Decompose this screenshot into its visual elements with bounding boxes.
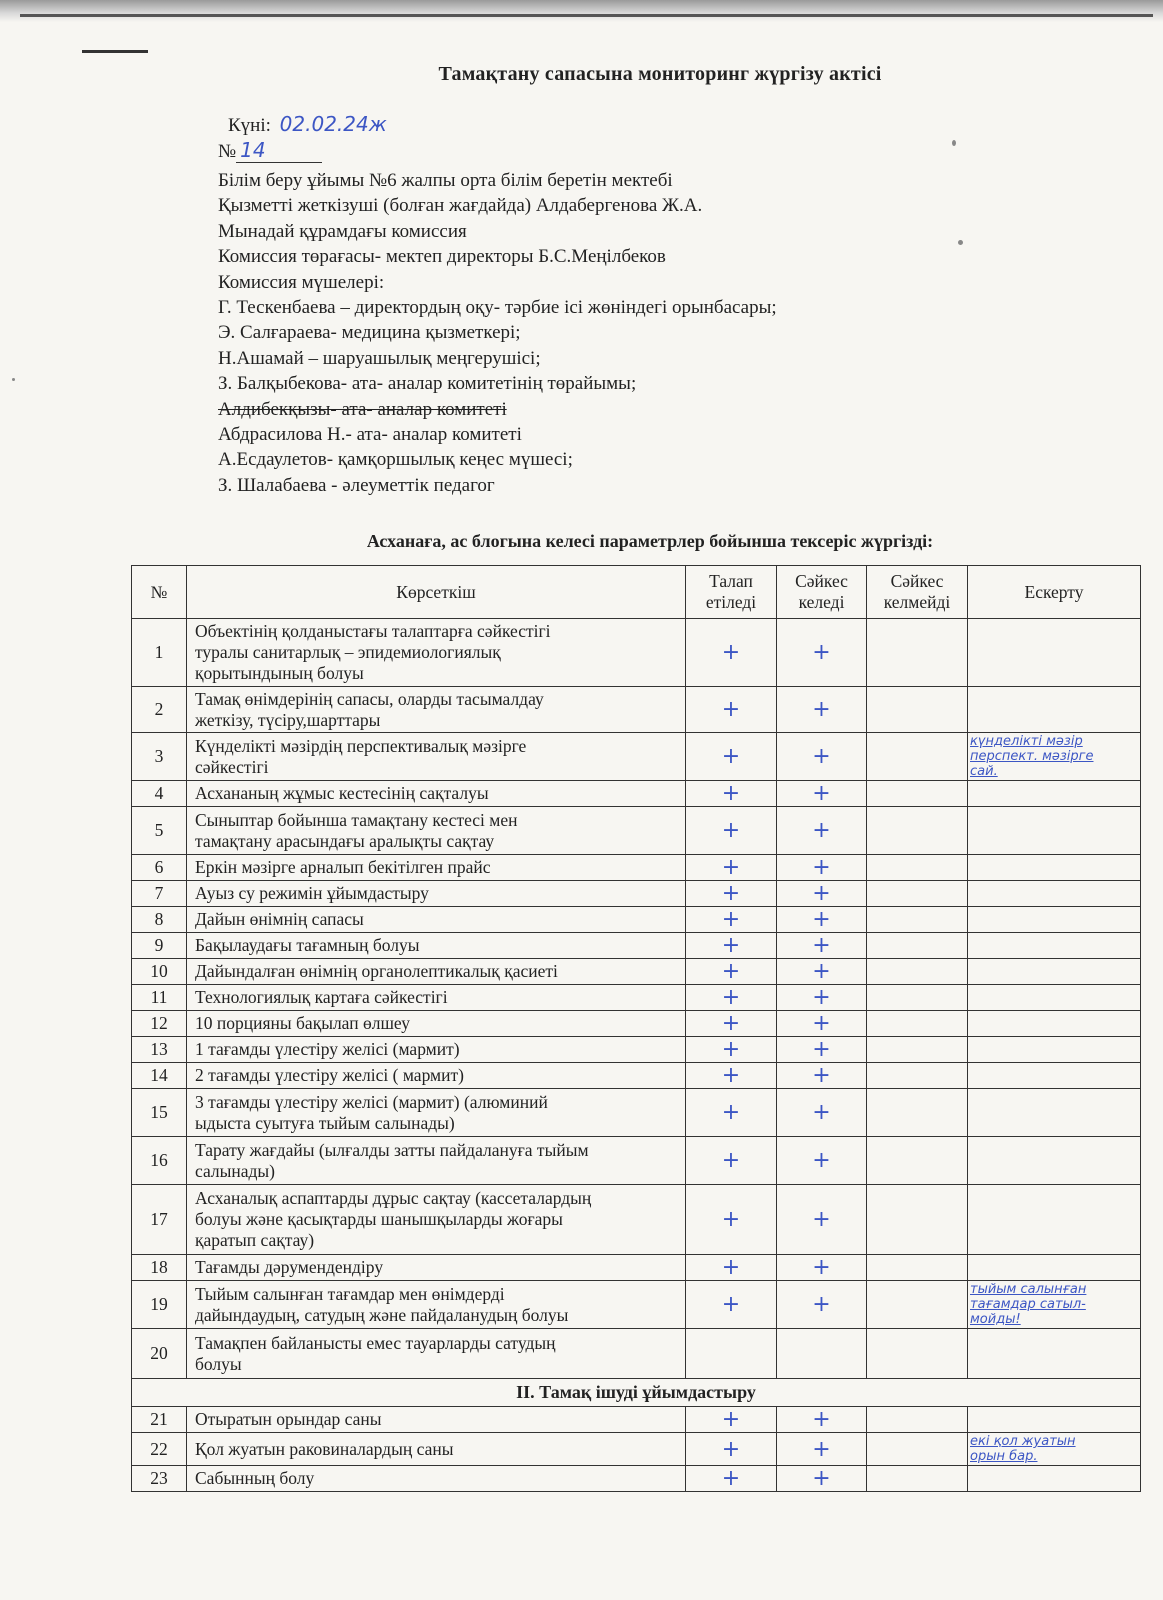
header-compliant bbox=[777, 566, 867, 619]
row-note bbox=[968, 1433, 1141, 1466]
mark-required: + bbox=[686, 733, 777, 781]
number-line bbox=[218, 138, 322, 163]
table-row bbox=[132, 807, 1141, 855]
indicator-line: болуы және қасықтарды шанышқыларды жоғары bbox=[195, 1209, 563, 1229]
document-title: Тамақтану сапасына мониторинг жүргізу актісі bbox=[438, 63, 882, 85]
row-note bbox=[968, 1011, 1141, 1037]
mark-required: + bbox=[686, 807, 777, 855]
row-number: 21 bbox=[132, 1407, 187, 1433]
row-note bbox=[968, 1185, 1141, 1255]
row-number: 19 bbox=[132, 1281, 187, 1329]
mark-compliant: + bbox=[777, 985, 867, 1011]
handwritten-note-line: мойды! bbox=[970, 1312, 1021, 1327]
row-number: 3 bbox=[132, 733, 187, 781]
mark-required: + bbox=[686, 1281, 777, 1329]
mark-noncompliant bbox=[867, 907, 968, 933]
mark-noncompliant bbox=[867, 781, 968, 807]
row-note bbox=[968, 1037, 1141, 1063]
mark-compliant: + bbox=[777, 733, 867, 781]
mark-compliant: + bbox=[777, 1063, 867, 1089]
mark-compliant: + bbox=[777, 619, 867, 687]
row-indicator bbox=[187, 1407, 686, 1433]
row-number: 16 bbox=[132, 1137, 187, 1185]
mark-compliant: + bbox=[777, 881, 867, 907]
row-indicator bbox=[187, 619, 686, 687]
row-indicator bbox=[187, 1281, 686, 1329]
table-row bbox=[132, 1281, 1141, 1329]
mark-required: + bbox=[686, 1089, 777, 1137]
mark-compliant: + bbox=[777, 1466, 867, 1492]
table-row bbox=[132, 855, 1141, 881]
table-row bbox=[132, 985, 1141, 1011]
scan-speck bbox=[958, 240, 963, 245]
row-number: 10 bbox=[132, 959, 187, 985]
table-row bbox=[132, 1063, 1141, 1089]
mark-noncompliant bbox=[867, 1329, 968, 1379]
mark-compliant: + bbox=[777, 1255, 867, 1281]
indicator-line: ыдыста суытуға тыйым салынады) bbox=[195, 1112, 455, 1133]
indicator-line: Асханалық аспаптарды дұрыс сақтау (кассеталардың bbox=[195, 1188, 592, 1208]
indicator-line: Тамақ өнімдерінің сапасы, оларды тасымалдау bbox=[195, 688, 544, 709]
commission-line: Н.Ашамай – шаруашылық меңгерушісі; bbox=[218, 347, 541, 369]
header-required-line2: етіледі bbox=[705, 592, 757, 612]
handwritten-note-line: орын бар. bbox=[970, 1449, 1038, 1464]
indicator-line: Отыратын орындар саны bbox=[195, 1409, 382, 1429]
mark-compliant: + bbox=[777, 1137, 867, 1185]
mark-required: + bbox=[686, 1063, 777, 1089]
mark-noncompliant bbox=[867, 985, 968, 1011]
mark-noncompliant bbox=[867, 1011, 968, 1037]
row-number: 20 bbox=[132, 1329, 187, 1379]
row-indicator bbox=[187, 1329, 686, 1379]
row-number: 5 bbox=[132, 807, 187, 855]
indicator-line: қаратып сақтау) bbox=[195, 1230, 315, 1250]
mark-compliant: + bbox=[777, 1433, 867, 1466]
mark-noncompliant bbox=[867, 1037, 968, 1063]
mark-compliant bbox=[777, 1329, 867, 1379]
mark-compliant: + bbox=[777, 807, 867, 855]
indicator-line: 3 тағамды үлестіру желісі (мармит) (алюминий bbox=[195, 1091, 548, 1112]
commission-line: Э. Салғараева- медицина қызметкері; bbox=[218, 322, 521, 344]
header-noncompliant-line2: келмейді bbox=[883, 592, 951, 612]
header-note: Ескерту bbox=[968, 566, 1141, 619]
row-number: 12 bbox=[132, 1011, 187, 1037]
table-row bbox=[132, 1011, 1141, 1037]
mark-noncompliant bbox=[867, 1466, 968, 1492]
mark-required: + bbox=[686, 1011, 777, 1037]
mark-required: + bbox=[686, 687, 777, 733]
mark-required: + bbox=[686, 933, 777, 959]
table-row bbox=[132, 781, 1141, 807]
mark-compliant: + bbox=[777, 1011, 867, 1037]
row-indicator bbox=[187, 855, 686, 881]
mark-noncompliant bbox=[867, 1281, 968, 1329]
row-indicator bbox=[187, 1037, 686, 1063]
indicator-line: болуы bbox=[195, 1353, 242, 1374]
commission-line: Мынадай құрамдағы комиссия bbox=[218, 220, 467, 242]
mark-noncompliant bbox=[867, 1137, 968, 1185]
table-row bbox=[132, 1137, 1141, 1185]
row-indicator bbox=[187, 733, 686, 781]
commission-info bbox=[218, 168, 777, 498]
indicator-line: Бақылаудағы тағамның болуы bbox=[195, 935, 420, 955]
commission-line: Қызметті жеткізуші (болған жағдайда) Алдабергенова Ж.А. bbox=[218, 195, 703, 217]
mark-noncompliant bbox=[867, 855, 968, 881]
row-number: 23 bbox=[132, 1466, 187, 1492]
indicator-line: тамақтану арасындағы аралықты сақтау bbox=[195, 830, 495, 851]
mark-noncompliant bbox=[867, 1407, 968, 1433]
indicator-line: Еркін мәзірге арналып бекітілген прайс bbox=[195, 857, 491, 877]
mark-required: + bbox=[686, 1433, 777, 1466]
mark-compliant: + bbox=[777, 1089, 867, 1137]
mark-noncompliant bbox=[867, 687, 968, 733]
mark-required: + bbox=[686, 1037, 777, 1063]
row-indicator bbox=[187, 1011, 686, 1037]
mark-noncompliant bbox=[867, 1433, 968, 1466]
number-value: 14 bbox=[236, 138, 280, 163]
mark-required: + bbox=[686, 1255, 777, 1281]
section-heading: II. Тамақ ішуді ұйымдастыру bbox=[132, 1379, 1141, 1407]
row-indicator bbox=[187, 1433, 686, 1466]
mark-required: + bbox=[686, 781, 777, 807]
header-required-line1: Талап bbox=[709, 571, 753, 591]
number-underline bbox=[280, 144, 322, 163]
indicator-line: Объектінің қолданыстағы талаптарға сәйкестігі bbox=[195, 621, 551, 641]
header-noncompliant-line1: Сәйкес bbox=[890, 571, 944, 591]
mark-compliant: + bbox=[777, 855, 867, 881]
row-note bbox=[968, 1063, 1141, 1089]
indicator-line: Ауыз су режимін ұйымдастыру bbox=[195, 883, 429, 903]
table-row bbox=[132, 733, 1141, 781]
row-indicator bbox=[187, 1137, 686, 1185]
handwritten-note-line: перспект. мәзірге bbox=[970, 749, 1094, 764]
table-row bbox=[132, 619, 1141, 687]
commission-line: Комиссия мүшелері: bbox=[218, 271, 385, 293]
header-required bbox=[686, 566, 777, 619]
table-body bbox=[132, 619, 1141, 1492]
row-number: 17 bbox=[132, 1185, 187, 1255]
row-note bbox=[968, 807, 1141, 855]
commission-line: Комиссия төрағасы- мектеп директоры Б.С.Меңілбеков bbox=[218, 246, 666, 268]
row-note bbox=[968, 781, 1141, 807]
row-number: 1 bbox=[132, 619, 187, 687]
indicator-line: Қол жуатын раковиналардың саны bbox=[195, 1438, 454, 1459]
mark-noncompliant bbox=[867, 733, 968, 781]
commission-line: Г. Тескенбаева – директордың оқу- тәрбие ісі жөніндегі орынбасары; bbox=[218, 297, 777, 319]
date-line bbox=[228, 112, 387, 137]
commission-line: З. Балқыбекова- ата- аналар комитетінің төрайымы; bbox=[218, 373, 637, 395]
table-row bbox=[132, 881, 1141, 907]
row-note bbox=[968, 1281, 1141, 1329]
header-no: № bbox=[132, 566, 187, 619]
row-number: 13 bbox=[132, 1037, 187, 1063]
row-number: 9 bbox=[132, 933, 187, 959]
number-label: № bbox=[218, 141, 237, 162]
mark-compliant: + bbox=[777, 959, 867, 985]
indicator-line: Күнделікті мәзірдің перспективалық мәзірге bbox=[195, 735, 527, 756]
table-row bbox=[132, 1037, 1141, 1063]
mark-required: + bbox=[686, 959, 777, 985]
mark-noncompliant bbox=[867, 807, 968, 855]
indicator-line: Асхананың жұмыс кестесінің сақталуы bbox=[195, 783, 489, 803]
row-note bbox=[968, 687, 1141, 733]
commission-line: Алдибекқызы- ата- аналар комитеті bbox=[218, 398, 507, 420]
row-number: 8 bbox=[132, 907, 187, 933]
row-note bbox=[968, 1137, 1141, 1185]
handwritten-note-line: екі қол жуатын bbox=[970, 1434, 1076, 1449]
indicator-line: салынады) bbox=[195, 1160, 276, 1181]
row-note bbox=[968, 1407, 1141, 1433]
table-header-row bbox=[132, 566, 1141, 619]
indicator-line: Тарату жағдайы (ылғалды затты пайдалануға тыйым bbox=[195, 1139, 589, 1160]
mark-required: + bbox=[686, 619, 777, 687]
mark-noncompliant bbox=[867, 933, 968, 959]
mark-noncompliant bbox=[867, 881, 968, 907]
handwritten-note-line: тағамдар сатыл- bbox=[970, 1297, 1086, 1312]
mark-required: + bbox=[686, 881, 777, 907]
table-row bbox=[132, 1089, 1141, 1137]
scan-speck bbox=[952, 140, 956, 146]
indicator-line: 1 тағамды үлестіру желісі (мармит) bbox=[195, 1039, 460, 1059]
mark-required: + bbox=[686, 907, 777, 933]
indicator-line: Тағамды дәрумендендіру bbox=[195, 1257, 384, 1277]
mark-noncompliant bbox=[867, 959, 968, 985]
row-number: 6 bbox=[132, 855, 187, 881]
indicator-line: жеткізу, түсіру,шарттары bbox=[195, 709, 381, 730]
row-note bbox=[968, 907, 1141, 933]
row-indicator bbox=[187, 1063, 686, 1089]
mark-required: + bbox=[686, 1407, 777, 1433]
mark-required: + bbox=[686, 985, 777, 1011]
date-value: 02.02.24ж bbox=[279, 112, 387, 136]
table-row bbox=[132, 1185, 1141, 1255]
mark-required bbox=[686, 1329, 777, 1379]
table-row bbox=[132, 1407, 1141, 1433]
indicator-line: туралы санитарлық – эпидемиологиялық bbox=[195, 642, 501, 662]
indicator-line: дайындаудың, сатудың және пайдаланудың болуы bbox=[195, 1304, 569, 1325]
row-note bbox=[968, 1089, 1141, 1137]
commission-line: Білім беру ұйымы №6 жалпы орта білім беретін мектебі bbox=[218, 170, 673, 191]
row-indicator bbox=[187, 687, 686, 733]
commission-line: З. Шалабаева - әлеуметтік педагог bbox=[218, 474, 495, 496]
table-section-row bbox=[132, 1379, 1141, 1407]
indicator-line: Дайын өнімнің сапасы bbox=[195, 909, 364, 929]
table-row bbox=[132, 1255, 1141, 1281]
row-note bbox=[968, 881, 1141, 907]
indicator-line: Сабынның болу bbox=[195, 1468, 315, 1488]
commission-line: Абдрасилова Н.- ата- аналар комитеті bbox=[218, 424, 522, 446]
row-number: 14 bbox=[132, 1063, 187, 1089]
row-indicator bbox=[187, 1466, 686, 1492]
indicator-line: 2 тағамды үлестіру желісі ( мармит) bbox=[195, 1065, 464, 1085]
mark-required: + bbox=[686, 1466, 777, 1492]
header-noncompliant bbox=[867, 566, 968, 619]
table-row bbox=[132, 933, 1141, 959]
indicator-line: Тыйым салынған тағамдар мен өнімдерді bbox=[195, 1283, 505, 1304]
table-row bbox=[132, 959, 1141, 985]
row-number: 7 bbox=[132, 881, 187, 907]
table-row bbox=[132, 1433, 1141, 1466]
row-number: 18 bbox=[132, 1255, 187, 1281]
indicator-line: Дайындалған өнімнің органолептикалық қасиеті bbox=[195, 961, 558, 981]
mark-noncompliant bbox=[867, 1089, 968, 1137]
indicator-line: қорытындының болуы bbox=[195, 663, 364, 683]
corner-dash-mark bbox=[82, 50, 148, 53]
mark-required: + bbox=[686, 1185, 777, 1255]
mark-compliant: + bbox=[777, 687, 867, 733]
mark-noncompliant bbox=[867, 1185, 968, 1255]
table-row bbox=[132, 1466, 1141, 1492]
row-number: 4 bbox=[132, 781, 187, 807]
header-indicator: Көрсеткіш bbox=[187, 566, 686, 619]
row-indicator bbox=[187, 881, 686, 907]
row-number: 15 bbox=[132, 1089, 187, 1137]
handwritten-note-line: сай. bbox=[970, 764, 998, 779]
scan-speck bbox=[12, 378, 15, 381]
mark-required: + bbox=[686, 855, 777, 881]
indicator-line: Технологиялық картаға сәйкестігі bbox=[195, 987, 448, 1007]
row-indicator bbox=[187, 781, 686, 807]
mark-compliant: + bbox=[777, 781, 867, 807]
indicator-line: сәйкестігі bbox=[195, 756, 269, 777]
mark-required: + bbox=[686, 1137, 777, 1185]
table-row bbox=[132, 907, 1141, 933]
row-note bbox=[968, 733, 1141, 781]
row-number: 11 bbox=[132, 985, 187, 1011]
indicator-line: Тамақпен байланысты емес тауарларды сатудың bbox=[195, 1332, 556, 1353]
mark-compliant: + bbox=[777, 1037, 867, 1063]
scan-top-rule bbox=[20, 14, 1153, 17]
row-indicator bbox=[187, 1255, 686, 1281]
row-indicator bbox=[187, 1089, 686, 1137]
section-title: Асханаға, ас блогына келесі параметрлер бойынша тексеріс жүргізді: bbox=[366, 531, 934, 551]
row-note bbox=[968, 855, 1141, 881]
commission-line: А.Есдаулетов- қамқоршылық кеңес мүшесі; bbox=[218, 449, 573, 471]
row-indicator bbox=[187, 959, 686, 985]
row-note bbox=[968, 959, 1141, 985]
row-indicator bbox=[187, 907, 686, 933]
monitoring-table bbox=[131, 565, 1141, 1492]
row-number: 2 bbox=[132, 687, 187, 733]
scan-top-edge bbox=[0, 0, 1163, 22]
row-note bbox=[968, 985, 1141, 1011]
indicator-line: Сыныптар бойынша тамақтану кестесі мен bbox=[195, 809, 518, 830]
header-compliant-line2: келеді bbox=[798, 592, 845, 612]
mark-compliant: + bbox=[777, 933, 867, 959]
handwritten-note-line: тыйым салынған bbox=[970, 1282, 1087, 1297]
row-indicator bbox=[187, 985, 686, 1011]
row-note bbox=[968, 619, 1141, 687]
mark-noncompliant bbox=[867, 1255, 968, 1281]
handwritten-note-line: күнделікті мәзір bbox=[970, 734, 1083, 749]
row-number: 22 bbox=[132, 1433, 187, 1466]
row-indicator bbox=[187, 933, 686, 959]
mark-compliant: + bbox=[777, 1185, 867, 1255]
table-row bbox=[132, 687, 1141, 733]
row-indicator bbox=[187, 1185, 686, 1255]
table-row bbox=[132, 1329, 1141, 1379]
date-label: Күні: bbox=[228, 115, 271, 136]
row-note bbox=[968, 1466, 1141, 1492]
header-compliant-line1: Сәйкес bbox=[795, 571, 848, 591]
row-note bbox=[968, 933, 1141, 959]
mark-compliant: + bbox=[777, 1407, 867, 1433]
indicator-line: 10 порцияны бақылап өлшеу bbox=[195, 1013, 410, 1033]
mark-compliant: + bbox=[777, 907, 867, 933]
row-note bbox=[968, 1255, 1141, 1281]
row-indicator bbox=[187, 807, 686, 855]
mark-noncompliant bbox=[867, 1063, 968, 1089]
mark-compliant: + bbox=[777, 1281, 867, 1329]
mark-noncompliant bbox=[867, 619, 968, 687]
row-note bbox=[968, 1329, 1141, 1379]
